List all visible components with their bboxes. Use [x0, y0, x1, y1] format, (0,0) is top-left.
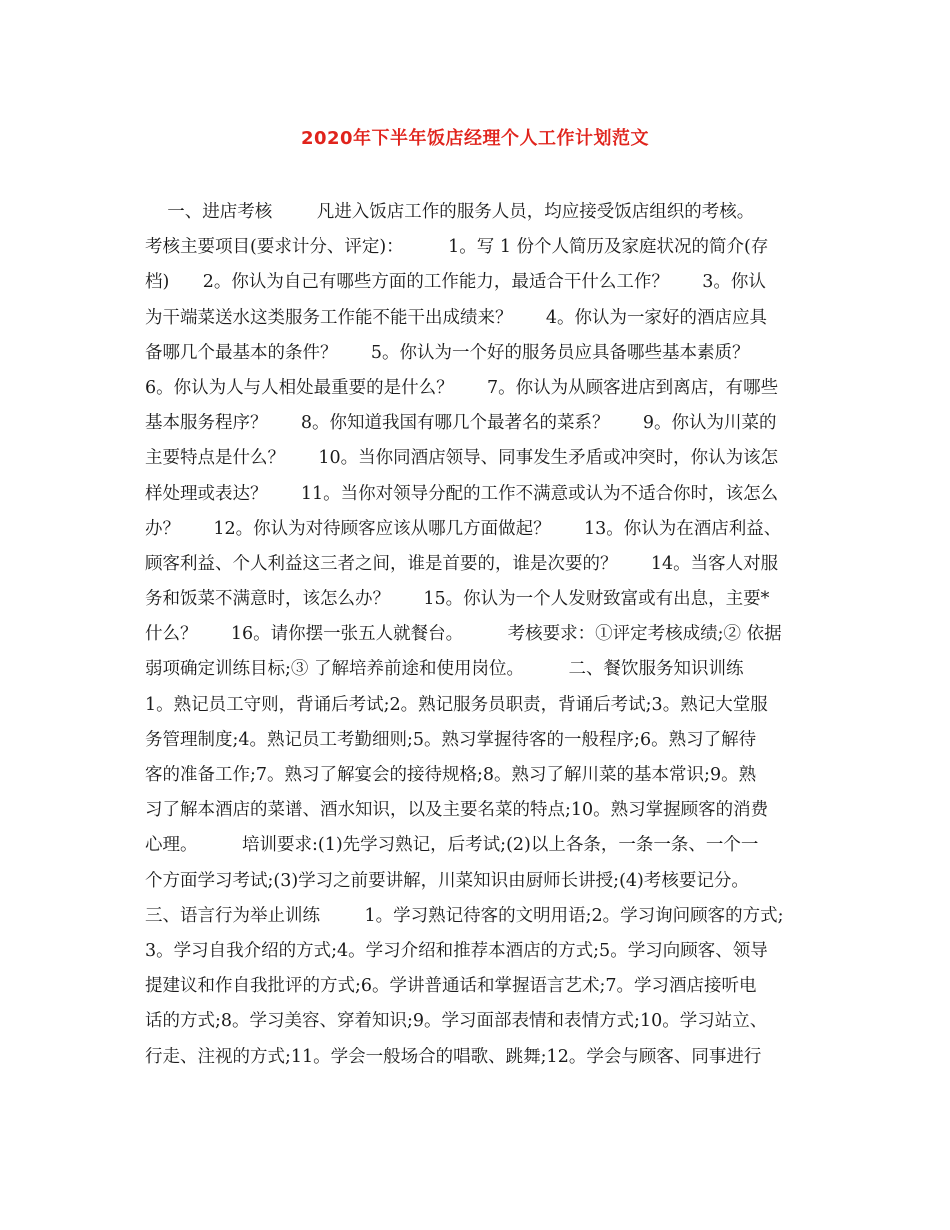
- body-text-line: 基本服务程序？ 8。你知道我国有哪几个最著名的菜系？ 9。你认为川菜的: [145, 413, 777, 434]
- body-text-line: 务和饭菜不满意时，该怎么办？ 15。你认为一个人发财致富或有出息，主要*: [145, 589, 770, 610]
- body-text-line: 考核主要项目(要求计分、评定)： 1。写 1 份个人简历及家庭状况的简介(存: [145, 237, 769, 258]
- body-text-line: 顾客利益、个人利益这三者之间，谁是首要的，谁是次要的？ 14。当客人对服: [145, 553, 779, 574]
- document-title: 2020年下半年饭店经理个人工作计划范文: [300, 128, 650, 149]
- body-text-line: 样处理或表达？ 11。当你对领导分配的工作不满意或认为不适合你时，该怎么: [145, 483, 779, 504]
- body-text-line: 务管理制度;4。熟记员工考勤细则;5。熟习掌握待客的一般程序;6。熟习了解待: [145, 729, 757, 750]
- body-text-line: 习了解本酒店的菜谱、酒水知识，以及主要名菜的特点;10。熟习掌握顾客的消费: [145, 800, 769, 821]
- body-text-line: 提建议和作自我批评的方式;6。学讲普通话和掌握语言艺术;7。学习酒店接听电: [145, 976, 757, 997]
- body-text-line: 1。熟记员工守则，背诵后考试;2。熟记服务员职责，背诵后考试;3。熟记大堂服: [145, 694, 768, 715]
- body-text-line: 主要特点是什么？ 10。当你同酒店领导、同事发生矛盾或冲突时，你认为该怎: [145, 448, 779, 469]
- body-text-line: 3。学习自我介绍的方式;4。学习介绍和推荐本酒店的方式;5。学习向顾客、领导: [145, 940, 768, 961]
- body-text-line: 客的准备工作;7。熟习了解宴会的接待规格;8。熟习了解川菜的基本常识;9。熟: [145, 765, 757, 785]
- body-text-line: 办？ 12。你认为对待顾客应该从哪几方面做起？ 13。你认为在酒店利益、: [145, 518, 782, 539]
- body-text-line: 什么？ 16。请你摆一张五人就餐台。 考核要求：①评定考核成绩;② 依据: [145, 624, 782, 645]
- body-text-line: 6。你认为人与人相处最重要的是什么？ 7。你认为从顾客进店到离店，有哪些: [145, 377, 779, 398]
- body-text-line: 心理。 培训要求:(1)先学习熟记，后考试;(2)以上各条，一条一条、一个一: [145, 835, 759, 856]
- body-text-line: 弱项确定训练目标;③ 了解培养前途和使用岗位。 二、餐饮服务知识训练: [145, 659, 744, 680]
- body-text-line: 备哪几个最基本的条件？ 5。你认为一个好的服务员应具备哪些基本素质？: [145, 342, 750, 363]
- document-body: [145, 195, 825, 1075]
- body-text-line: 个方面学习考试;(3)学习之前要讲解，川菜知识由厨师长讲授;(4)考核要记分。: [145, 870, 749, 891]
- body-text-line: 话的方式;8。学习美容、穿着知识;9。学习面部表情和表情方式;10。学习站立、: [145, 1011, 768, 1032]
- body-text-line: 为干端菜送水这类服务工作能不能干出成绩来？ 4。你认为一家好的酒店应具: [145, 307, 768, 328]
- body-text-line: 一、进店考核 凡进入饭店工作的服务人员，均应接受饭店组织的考核。: [145, 202, 755, 222]
- body-text-line: 档) 2。你认为自己有哪些方面的工作能力，最适合干什么工作？ 3。你认: [145, 272, 766, 293]
- body-text-line: 三、语言行为举止训练 1。学习熟记待客的文明用语;2。学习询问顾客的方式;: [145, 905, 784, 926]
- body-text-line: 行走、注视的方式;11。学会一般场合的唱歌、跳舞;12。学会与顾客、同事进行: [145, 1046, 762, 1067]
